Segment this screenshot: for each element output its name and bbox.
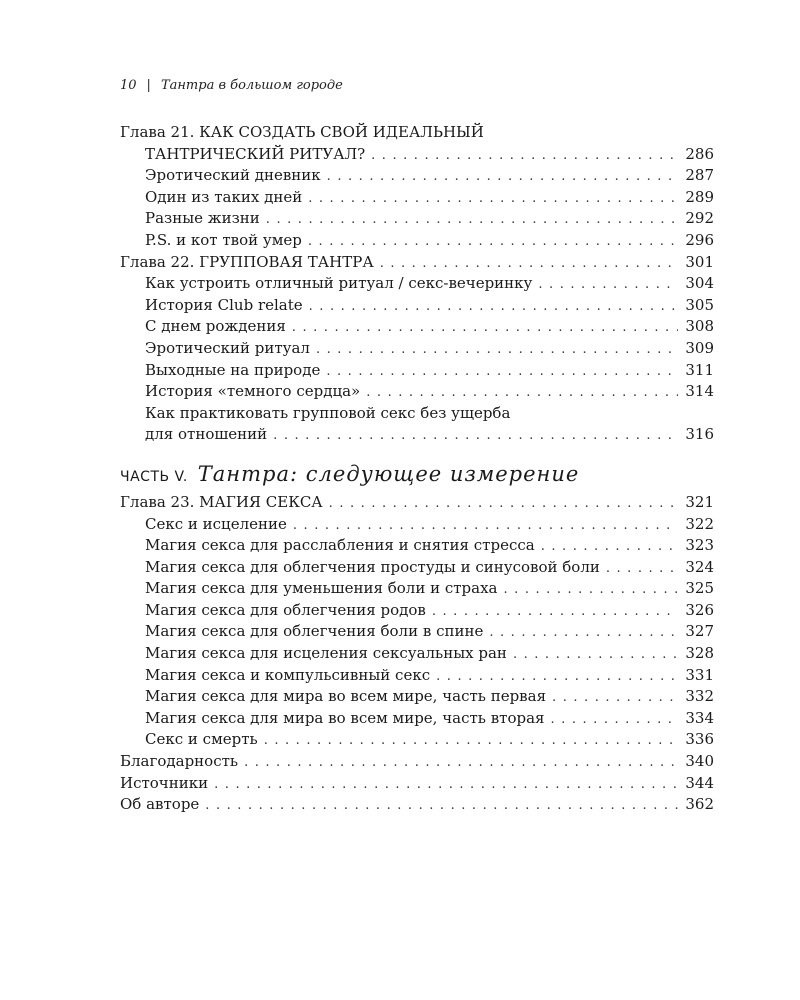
leader-dots xyxy=(513,644,678,666)
leader-dots xyxy=(326,361,678,383)
toc-item-line1[interactable]: Как практиковать групповой секс без ущерба xyxy=(145,403,511,422)
leader-dots xyxy=(273,425,678,447)
toc-acknowledgements[interactable]: Благодарность . . . 340 xyxy=(120,751,714,773)
leader-dots xyxy=(264,730,678,752)
toc-chapter-23[interactable]: Глава 23. МАГИЯ СЕКСА . . . 321 xyxy=(120,492,714,514)
page-ref: 332 xyxy=(685,687,714,706)
toc-item[interactable]: С днем рождения . . . 308 xyxy=(120,316,714,338)
page-ref: 311 xyxy=(685,360,714,379)
leader-dots xyxy=(293,515,678,537)
leader-dots xyxy=(380,253,678,275)
toc-item[interactable]: Магия секса для мира во всем мире, часть первая . . . 332 xyxy=(120,686,714,708)
toc-item[interactable]: Разные жизни . . . 292 xyxy=(120,208,714,230)
page-number: 10 xyxy=(120,78,137,93)
leader-dots xyxy=(538,274,678,296)
table-of-contents xyxy=(120,122,714,816)
page-ref: 336 xyxy=(685,730,714,749)
toc-chapter-21-line1[interactable]: Глава 21. КАК СОЗДАТЬ СВОЙ ИДЕАЛЬНЫЙ xyxy=(120,123,484,141)
leader-dots xyxy=(308,231,678,253)
page-ref: 308 xyxy=(685,317,714,336)
toc-item[interactable]: История «темного сердца» . . . 314 xyxy=(120,381,714,403)
toc-item[interactable]: Магия секса для облегчения родов . . . 326 xyxy=(120,600,714,622)
leader-dots xyxy=(309,296,678,318)
page-ref: 324 xyxy=(685,557,714,576)
part-heading[interactable] xyxy=(120,456,714,492)
toc-about-author[interactable]: Об авторе . . . 362 xyxy=(120,794,714,816)
toc-item[interactable]: Как устроить отличный ритуал / секс-вечеринку . . . 304 xyxy=(120,273,714,295)
toc-item[interactable]: Эротический дневник . . . 287 xyxy=(120,165,714,187)
toc-item[interactable]: Магия секса для расслабления и снятия стресса . . . 323 xyxy=(120,535,714,557)
leader-dots xyxy=(327,166,678,188)
leader-dots xyxy=(292,317,678,339)
page-ref: 289 xyxy=(685,187,714,206)
toc-item[interactable]: Магия секса для облегчения боли в спине . . . 327 xyxy=(120,621,714,643)
toc-item[interactable]: Магия секса для мира во всем мире, часть вторая . . . 334 xyxy=(120,708,714,730)
toc-item[interactable]: Магия секса для уменьшения боли и страха . . . 325 xyxy=(120,578,714,600)
page-ref: 287 xyxy=(685,166,714,185)
toc-sources[interactable]: Источники . . . 344 xyxy=(120,773,714,795)
leader-dots xyxy=(371,145,678,167)
page-ref: 321 xyxy=(685,492,714,511)
page-ref: 362 xyxy=(685,795,714,814)
leader-dots xyxy=(432,601,678,623)
page-ref: 344 xyxy=(685,773,714,792)
toc-item[interactable]: для отношений . . . 316 xyxy=(120,424,714,446)
toc-item[interactable]: P.S. и кот твой умер . . . 296 xyxy=(120,230,714,252)
leader-dots xyxy=(266,209,678,231)
page-ref: 286 xyxy=(685,144,714,163)
page-ref: 331 xyxy=(685,665,714,684)
page-ref: 334 xyxy=(685,708,714,727)
leader-dots xyxy=(205,795,678,817)
toc-item[interactable]: Один из таких дней . . . 289 xyxy=(120,187,714,209)
page-ref: 326 xyxy=(685,600,714,619)
leader-dots xyxy=(214,774,678,796)
page-ref: 292 xyxy=(685,209,714,228)
leader-dots xyxy=(366,382,678,404)
toc-item[interactable]: Секс и исцеление . . . 322 xyxy=(120,514,714,536)
page-ref: 304 xyxy=(685,274,714,293)
running-head xyxy=(120,78,343,93)
leader-dots xyxy=(489,622,678,644)
leader-dots xyxy=(436,666,678,688)
page-ref: 296 xyxy=(685,230,714,249)
leader-dots xyxy=(552,687,678,709)
leader-dots xyxy=(329,493,678,515)
page-ref: 322 xyxy=(685,514,714,533)
page-ref: 309 xyxy=(685,338,714,357)
leader-dots xyxy=(606,558,678,580)
toc-item[interactable]: Выходные на природе . . . 311 xyxy=(120,360,714,382)
leader-dots xyxy=(316,339,678,361)
page-ref: 328 xyxy=(685,644,714,663)
leader-dots xyxy=(504,579,679,601)
leader-dots xyxy=(244,752,678,774)
leader-dots xyxy=(541,536,678,558)
toc-item[interactable]: История Club relate . . . 305 xyxy=(120,295,714,317)
toc-item[interactable]: Магия секса для облегчения простуды и синусовой боли . . . 324 xyxy=(120,557,714,579)
page-ref: 301 xyxy=(685,252,714,271)
part-title: Тантра: следующее измерение xyxy=(197,461,580,486)
page-ref: 327 xyxy=(685,622,714,641)
page-ref: 316 xyxy=(685,425,714,444)
header-separator: | xyxy=(146,78,151,93)
part-label: ЧАСТЬ V. xyxy=(120,468,188,485)
toc-item[interactable]: Секс и смерть . . . 336 xyxy=(120,729,714,751)
page-ref: 314 xyxy=(685,382,714,401)
book-title: Тантра в большом городе xyxy=(160,78,343,93)
page-ref: 323 xyxy=(685,536,714,555)
toc-item[interactable]: Магия секса и компульсивный секс . . . 331 xyxy=(120,665,714,687)
page-ref: 325 xyxy=(685,579,714,598)
toc-chapter-22[interactable]: Глава 22. ГРУППОВАЯ ТАНТРА . . . 301 xyxy=(120,252,714,274)
leader-dots xyxy=(308,188,678,210)
toc-chapter-21[interactable]: ТАНТРИЧЕСКИЙ РИТУАЛ? . . . 286 xyxy=(120,144,714,166)
page-ref: 340 xyxy=(685,752,714,771)
toc-item[interactable]: Магия секса для исцеления сексуальных ран . . . 328 xyxy=(120,643,714,665)
toc-item[interactable]: Эротический ритуал . . . 309 xyxy=(120,338,714,360)
leader-dots xyxy=(551,709,679,731)
page-ref: 305 xyxy=(685,295,714,314)
